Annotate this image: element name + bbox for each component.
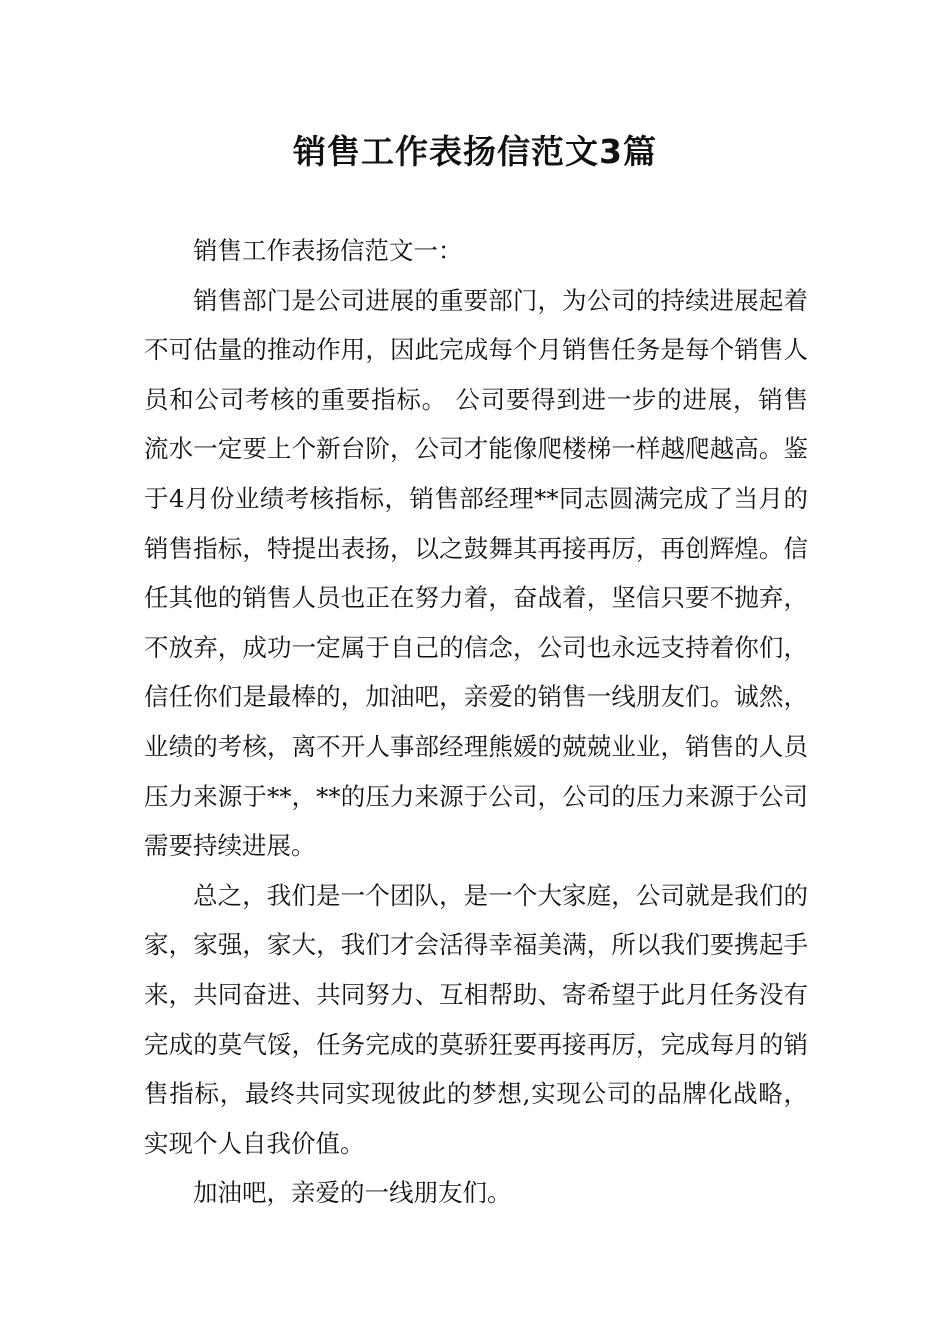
- document-body: [144, 226, 808, 1218]
- paragraph: 销售部门是公司进展的重要部门，为公司的持续进展起着不可估量的推动作用，因此完成每个月销售任务是每个销售人员和公司考核的重要指标。 公司要得到进一步的进展，销售流水一定要上个新台阶，公司才能像爬楼梯一样越爬越高。鉴于4月份业绩考核指标，销售部经理**同志圆满完成了当月的销售指标，特提出表扬，以之鼓舞其再接再厉，再创辉煌。信任其他的销售人员也正在努力着，奋战着，坚信只要不抛弃，不放弃，成功一定属于自己的信念，公司也永远支持着你们，信任你们是最棒的，加油吧，亲爱的销售一线朋友们。诚然，业绩的考核，离不开人事部经理熊媛的兢兢业业，销售的人员压力来源于**，**的压力来源于公司，公司的压力来源于公司需要持续进展。: [144, 285, 808, 861]
- page-title: 销售工作表扬信范文3篇: [293, 132, 657, 171]
- paragraph: 总之，我们是一个团队，是一个大家庭，公司就是我们的家，家强，家大，我们才会活得幸福美满，所以我们要携起手来，共同奋进、共同努力、互相帮助、寄希望于此月任务没有完成的莫气馁，任务完成的莫骄狂要再接再厉，完成每月的销售指标，最终共同实现彼此的梦想,实现公司的品牌化战略，实现个人自我价值。: [144, 880, 808, 1158]
- paragraph-closing: 加油吧，亲爱的一线朋友们。: [193, 1178, 512, 1208]
- paragraph-heading: 销售工作表扬信范文一：: [193, 236, 463, 265]
